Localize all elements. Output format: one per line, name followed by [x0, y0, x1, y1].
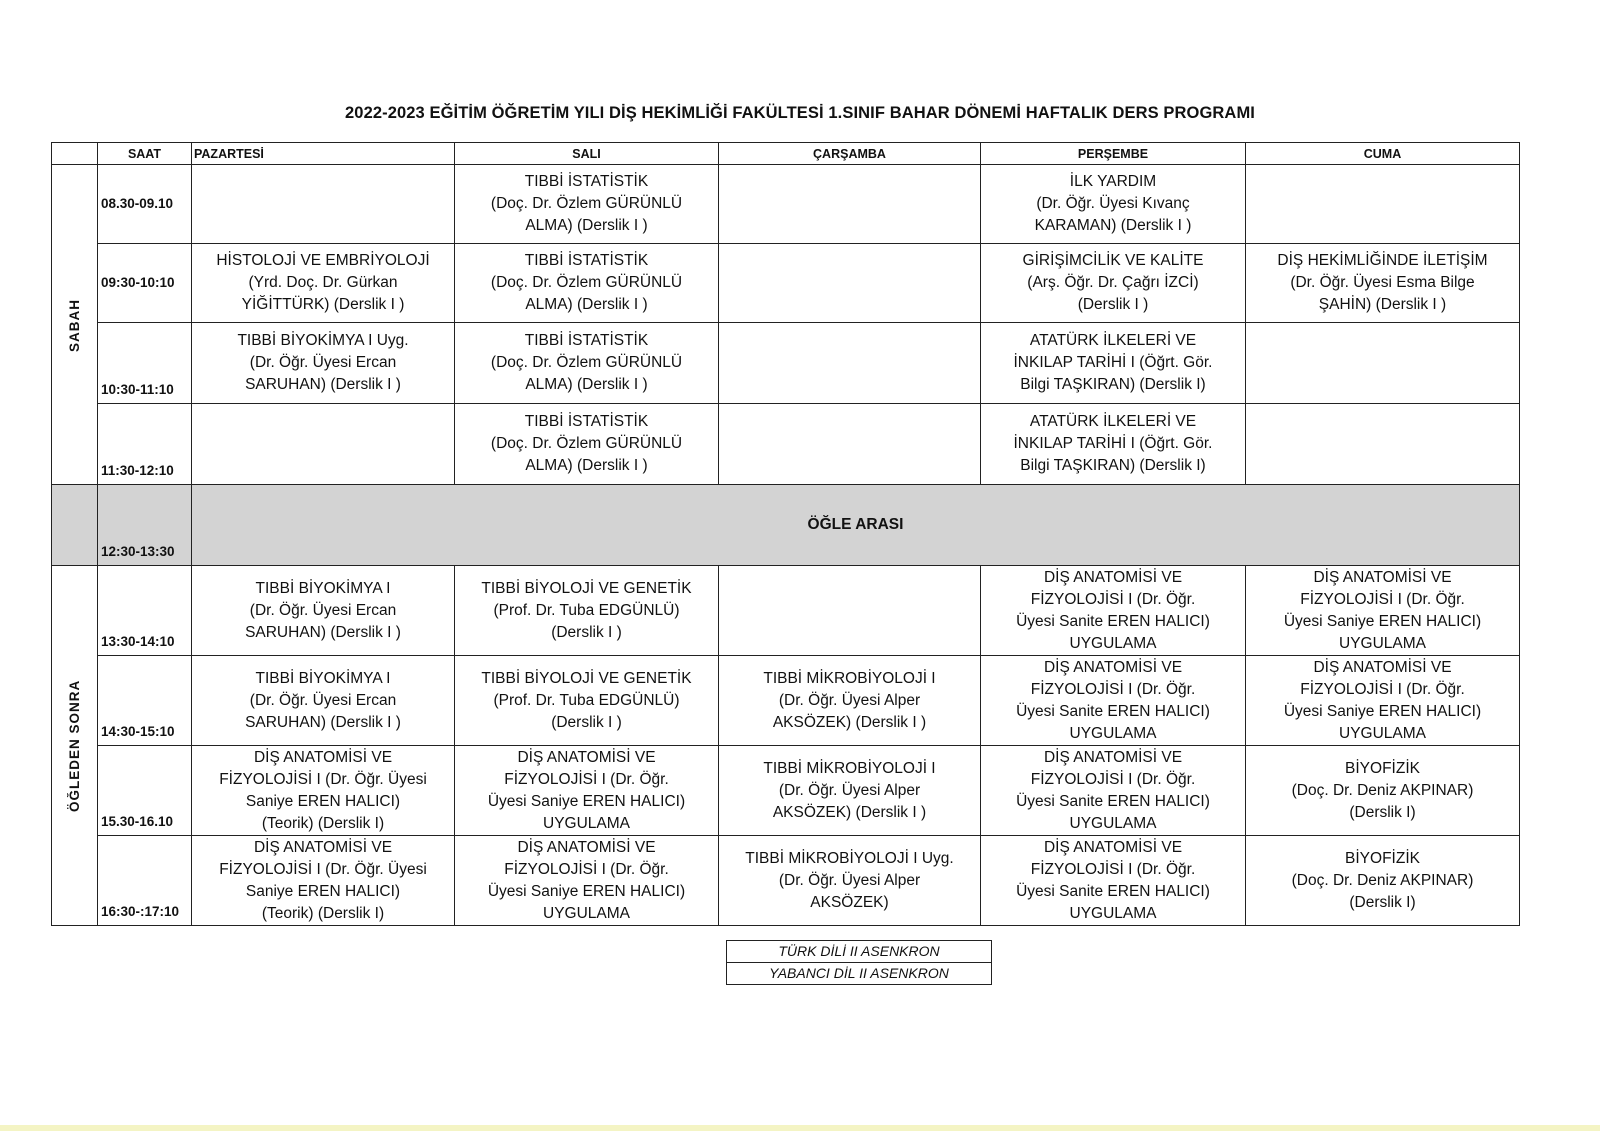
page-title: 2022-2023 EĞİTİM ÖĞRETİM YILI DİŞ HEKİMLİĞİ FAKÜLTESİ 1.SINIF BAHAR DÖNEMİ HAFTALIK DERS PROGRAMI	[345, 104, 1255, 122]
course-cell: DİŞ ANATOMİSİ VE FİZYOLOJİSİ I (Dr. Öğr. Üyesi Saniye EREN HALICI) UYGULAMA	[1283, 658, 1482, 742]
header-day: PERŞEMBE	[981, 143, 1246, 165]
schedule-row	[52, 746, 1520, 836]
course-cell: GİRİŞİMCİLİK VE KALİTE (Arş. Öğr. Dr. Çağrı İZCİ) (Derslik I )	[1022, 252, 1204, 313]
course-cell: TIBBİ MİKROBİYOLOJİ I (Dr. Öğr. Üyesi Alper AKSÖZEK) (Derslik I )	[763, 669, 936, 731]
async-course: TÜRK DİLİ II ASENKRON	[778, 943, 940, 959]
header-row	[52, 143, 1520, 165]
course-cell: BİYOFİZİK (Doç. Dr. Deniz AKPINAR) (Derslik I)	[1291, 849, 1474, 911]
period-afternoon: ÖĞLEDEN SONRA	[52, 566, 98, 926]
course-cell: TIBBİ MİKROBİYOLOJİ I Uyg. (Dr. Öğr. Üyesi Alper AKSÖZEK)	[745, 849, 954, 911]
course-cell: DİŞ ANATOMİSİ VE FİZYOLOJİSİ I (Dr. Öğr. Üyesi Sanite EREN HALICI) UYGULAMA	[1016, 568, 1210, 652]
schedule-row	[52, 566, 1520, 656]
time-slot: 10:30-11:10	[98, 323, 192, 404]
header-day: CUMA	[1246, 143, 1520, 165]
course-cell: DİŞ ANATOMİSİ VE FİZYOLOJİSİ I (Dr. Öğr. Üyesi Sanite EREN HALICI) UYGULAMA	[1016, 748, 1210, 832]
course-cell: DİŞ ANATOMİSİ VE FİZYOLOJİSİ I (Dr. Öğr. Üyesi Saniye EREN HALICI) UYGULAMA	[1283, 568, 1482, 652]
course-cell: TIBBİ BİYOKİMYA I (Dr. Öğr. Üyesi Ercan SARUHAN) (Derslik I )	[245, 579, 401, 641]
header-day: SALI	[455, 143, 719, 165]
course-cell: DİŞ ANATOMİSİ VE FİZYOLOJİSİ I (Dr. Öğr. Üyesi Saniye EREN HALICI) UYGULAMA	[487, 838, 686, 922]
async-course: YABANCI DİL II ASENKRON	[727, 962, 991, 984]
break-period-cell	[52, 485, 98, 566]
course-cell: ATATÜRK İLKELERİ VE İNKILAP TARİHİ I (Öğrt. Gör. Bilgi TAŞKIRAN) (Derslik I)	[1013, 332, 1213, 393]
course-cell: TIBBİ İSTATİSTİK (Doç. Dr. Özlem GÜRÜNLÜ ALMA) (Derslik I )	[490, 252, 683, 313]
schedule-row	[52, 323, 1520, 404]
corner-cell	[52, 143, 98, 165]
course-cell: TIBBİ İSTATİSTİK (Doç. Dr. Özlem GÜRÜNLÜ ALMA) (Derslik I )	[490, 332, 683, 393]
course-cell: DİŞ ANATOMİSİ VE FİZYOLOJİSİ I (Dr. Öğr. Üyesi Saniye EREN HALICI) (Teorik) (Derslik I)	[219, 748, 427, 832]
course-cell: TIBBİ BİYOLOJİ VE GENETİK (Prof. Dr. Tuba EDGÜNLÜ) (Derslik I )	[481, 669, 692, 731]
time-slot: 16:30-:17:10	[98, 836, 192, 926]
course-cell: TIBBİ BİYOKİMYA I (Dr. Öğr. Üyesi Ercan SARUHAN) (Derslik I )	[245, 669, 401, 731]
schedule-row	[52, 836, 1520, 926]
period-morning: SABAH	[52, 165, 98, 485]
course-cell: DİŞ HEKİMLİĞİNDE İLETİŞİM (Dr. Öğr. Üyesi Esma Bilge ŞAHİN) (Derslik I )	[1277, 252, 1488, 313]
schedule-table	[51, 142, 1520, 926]
time-slot: 15.30-16.10	[98, 746, 192, 836]
time-slot: 14:30-15:10	[98, 656, 192, 746]
course-cell: İLK YARDIM (Dr. Öğr. Üyesi Kıvanç KARAMAN) (Derslik I )	[1034, 173, 1192, 234]
schedule-row	[52, 244, 1520, 323]
schedule-row	[52, 165, 1520, 244]
course-cell: TIBBİ BİYOLOJİ VE GENETİK (Prof. Dr. Tuba EDGÜNLÜ) (Derslik I )	[481, 579, 692, 641]
course-cell: HİSTOLOJİ VE EMBRİYOLOJİ (Yrd. Doç. Dr. Gürkan YİĞİTTÜRK) (Derslik I )	[216, 252, 430, 313]
course-cell: ATATÜRK İLKELERİ VE İNKILAP TARİHİ I (Öğrt. Gör. Bilgi TAŞKIRAN) (Derslik I)	[1013, 413, 1213, 474]
schedule-row	[52, 656, 1520, 746]
course-cell: DİŞ ANATOMİSİ VE FİZYOLOJİSİ I (Dr. Öğr. Üyesi Saniye EREN HALICI) (Teorik) (Derslik I)	[219, 838, 427, 922]
time-slot: 09:30-10:10	[98, 244, 192, 323]
scan-edge	[0, 1125, 1600, 1131]
schedule-row	[52, 404, 1520, 485]
course-cell: BİYOFİZİK (Doç. Dr. Deniz AKPINAR) (Derslik I)	[1291, 759, 1474, 821]
course-cell: DİŞ ANATOMİSİ VE FİZYOLOJİSİ I (Dr. Öğr. Üyesi Sanite EREN HALICI) UYGULAMA	[1016, 838, 1210, 922]
async-courses-box	[726, 940, 992, 985]
time-slot: 12:30-13:30	[98, 485, 192, 566]
course-cell: TIBBİ BİYOKİMYA I Uyg. (Dr. Öğr. Üyesi Ercan SARUHAN) (Derslik I )	[237, 332, 409, 393]
lunch-break-label: ÖĞLE ARASI	[192, 485, 1520, 566]
header-day: ÇARŞAMBA	[719, 143, 981, 165]
course-cell: DİŞ ANATOMİSİ VE FİZYOLOJİSİ I (Dr. Öğr. Üyesi Saniye EREN HALICI) UYGULAMA	[487, 748, 686, 832]
course-cell: TIBBİ İSTATİSTİK (Doç. Dr. Özlem GÜRÜNLÜ ALMA) (Derslik I )	[490, 413, 683, 474]
course-cell: DİŞ ANATOMİSİ VE FİZYOLOJİSİ I (Dr. Öğr. Üyesi Sanite EREN HALICI) UYGULAMA	[1016, 658, 1210, 742]
lunch-break-row	[52, 485, 1520, 566]
time-slot: 11:30-12:10	[98, 404, 192, 485]
header-day: PAZARTESİ	[192, 143, 455, 165]
header-saat: SAAT	[98, 143, 192, 165]
time-slot: 08.30-09.10	[98, 165, 192, 244]
course-cell: TIBBİ İSTATİSTİK (Doç. Dr. Özlem GÜRÜNLÜ ALMA) (Derslik I )	[490, 173, 683, 234]
course-cell: TIBBİ MİKROBİYOLOJİ I (Dr. Öğr. Üyesi Alper AKSÖZEK) (Derslik I )	[763, 759, 936, 821]
time-slot: 13:30-14:10	[98, 566, 192, 656]
